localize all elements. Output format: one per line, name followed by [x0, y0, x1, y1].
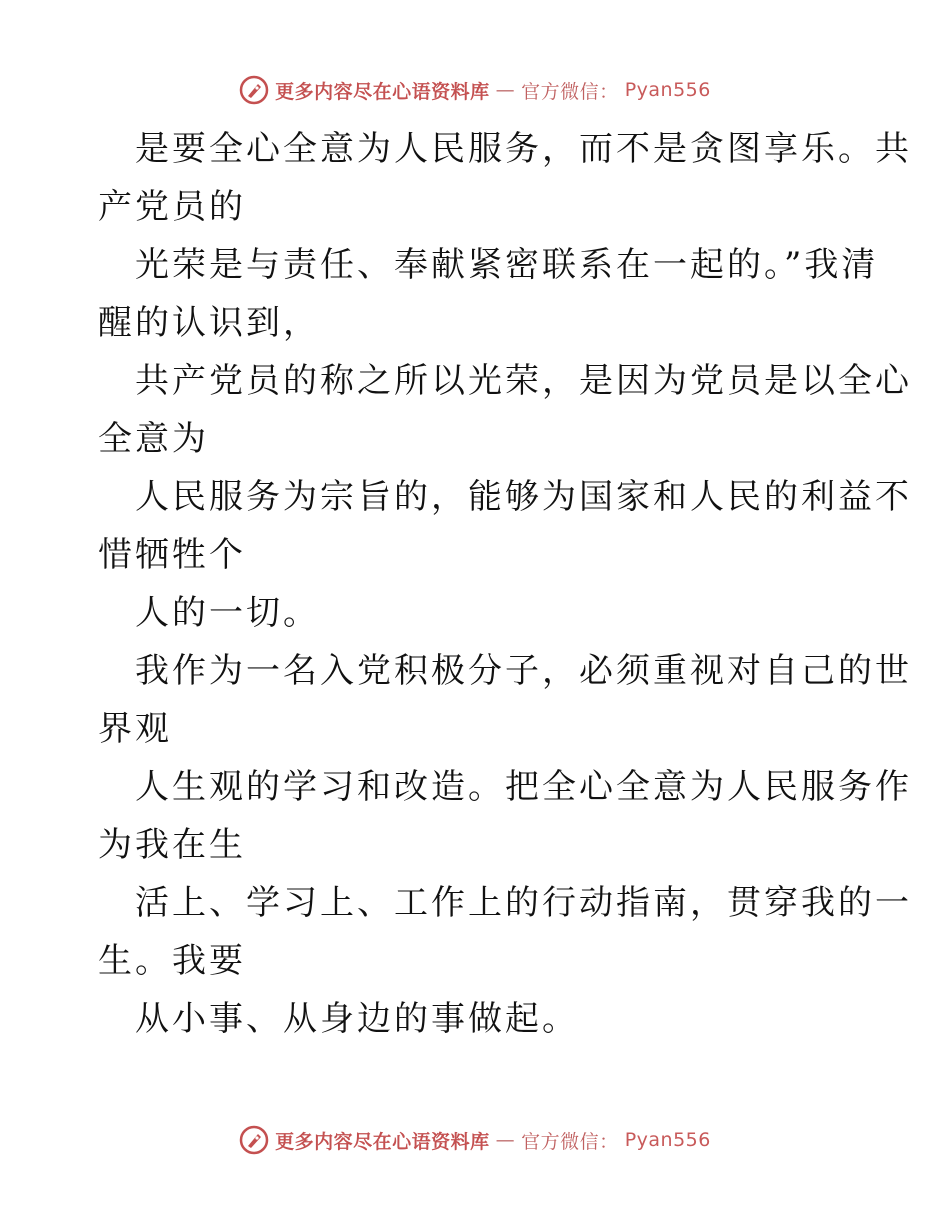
header-watermark — [0, 70, 950, 110]
text-line: 人生观的学习和改造。把全心全意为人民服务作 — [135, 767, 912, 807]
text-line: 活上、学习上、工作上的行动指南，贯穿我的一 — [135, 883, 912, 923]
pen-nib-seal-icon — [239, 1125, 269, 1155]
text-line: 全意为 — [98, 419, 209, 459]
text-line: 从小事、从身边的事做起。 — [135, 999, 579, 1039]
footer-watermark — [0, 1120, 950, 1160]
text-line: 光荣是与责任、奉献紧密联系在一起的。”我清 — [135, 245, 879, 285]
watermark-wechat-id: Pyan556 — [624, 1129, 711, 1151]
watermark-brand: 更多内容尽在心语资料库 — [275, 80, 490, 103]
text-line: 人的一切。 — [135, 593, 320, 633]
text-line: 醒的认识到， — [98, 303, 320, 343]
text-line: 共产党员的称之所以光荣，是因为党员是以全心 — [135, 361, 912, 401]
text-line: 产党员的 — [98, 187, 246, 227]
watermark-separator: — — [495, 1129, 516, 1151]
text-line: 人民服务为宗旨的，能够为国家和人民的利益不 — [135, 477, 912, 517]
text-line: 是要全心全意为人民服务，而不是贪图享乐。共 — [135, 129, 912, 169]
text-line: 为我在生 — [98, 825, 246, 865]
watermark-label: 官方微信： — [521, 1130, 619, 1153]
text-line: 惜牺牲个 — [98, 535, 246, 575]
text-line: 界观 — [98, 709, 172, 749]
watermark-brand: 更多内容尽在心语资料库 — [275, 1130, 490, 1153]
document-body — [98, 120, 912, 1048]
text-line: 生。我要 — [98, 941, 246, 981]
watermark-wechat-id: Pyan556 — [624, 79, 711, 101]
pen-nib-seal-icon — [239, 75, 269, 105]
watermark-separator: — — [495, 79, 516, 101]
text-line: 我作为一名入党积极分子，必须重视对自己的世 — [135, 651, 912, 691]
watermark-label: 官方微信： — [521, 80, 619, 103]
